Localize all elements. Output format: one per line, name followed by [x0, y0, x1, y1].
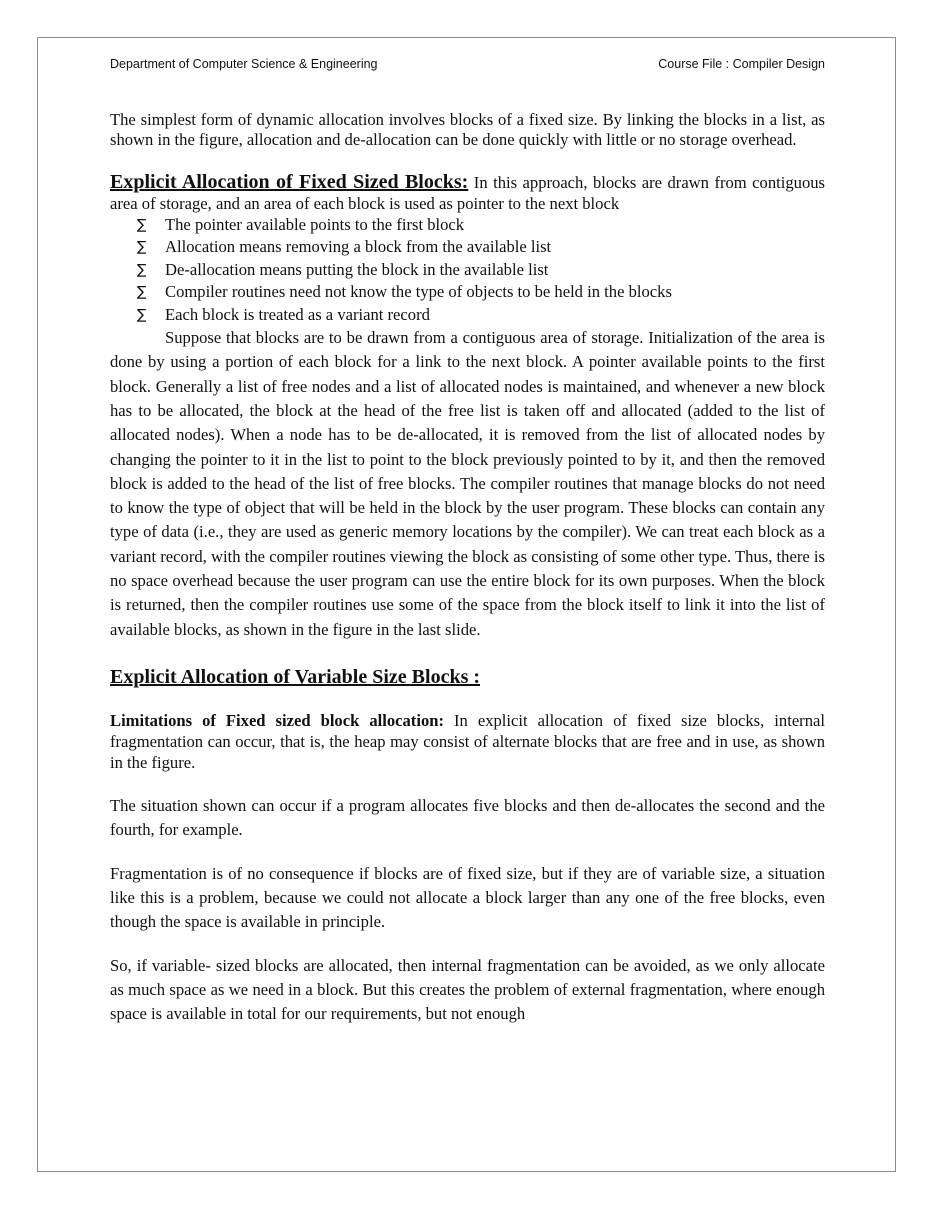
limitations-text: In explicit allocation of fixed size blocks, internal fragmentation can occur, that is, the heap may consist of alternate blocks that are free and in use, as shown in the figure.: [110, 710, 825, 772]
variable-sized-paragraph: So, if variable- sized blocks are allocated, then internal fragmentation can be avoided, as we only allocate as much space as we need in a block. But this creates the problem of external fragmentation, where enough space is available in total for our requirements, but not enough: [110, 955, 825, 1023]
sigma-bullet-icon: ∑: [137, 261, 147, 278]
list-item: [137, 304, 825, 326]
fixed-blocks-heading: Explicit Allocation of Fixed Sized Blocks:: [110, 171, 469, 193]
limitations-label: Limitations of Fixed sized block allocation:: [110, 710, 444, 730]
bullet-text: Compiler routines need not know the type of objects to be held in the blocks: [165, 282, 672, 302]
bullet-text: Allocation means removing a block from the available list: [165, 237, 552, 257]
intro-paragraph: The simplest form of dynamic allocation involves blocks of a fixed size. By linking the blocks in a list, as shown in the figure, allocation and de-allocation can be done quickly with little or no storage overhead.: [110, 110, 825, 149]
bullet-text: Each block is treated as a variant record: [165, 304, 430, 324]
limitations-paragraph: [110, 710, 825, 773]
sigma-bullet-icon: ∑: [137, 284, 147, 301]
sigma-bullet-icon: ∑: [137, 217, 147, 233]
fixed-blocks-paragraph: Suppose that blocks are to be drawn from a contiguous area of storage. Initialization of the area is done by using a portion of each block for a link to the next block. A pointer available points to the first block. Generally a list of free nodes and a list of allocated nodes is maintained, and whenever a new block has to be allocated, the block at the head of the free list is taken off and allocated (added to the list of allocated nodes). When a node has to be de-allocated, it is removed from the list of allocated nodes by changing the pointer to it in the list to point to the block previously pointed to by it, and then the removed block is added to the head of the list of free blocks. The compiler routines that manage blocks do not need to know the type of object that will be held in the block by the user program. These blocks can contain any type of data (i.e., they are used as generic memory locations by the compiler). We can treat each block as a variant record, with the compiler routines viewing the block as consisting of some other type. Thus, there is no space overhead because the user program can use the entire block for its own purposes. When the block is returned, then the compiler routines use some of the space from the block itself to link it into the list of available blocks, as shown in the figure in the last slide.: [110, 328, 825, 639]
bullet-text: De-allocation means putting the block in the available list: [165, 259, 549, 279]
list-item: [137, 236, 825, 258]
variable-blocks-heading: Explicit Allocation of Variable Size Blocks :: [110, 665, 481, 688]
list-item: [137, 259, 825, 281]
fixed-blocks-intro: [110, 172, 825, 214]
bullet-text: The pointer available points to the first block: [165, 215, 465, 234]
fixed-blocks-text: In this approach, blocks are drawn from contiguous area of storage, and an area of each block is used as pointer to the next block: [110, 173, 825, 213]
situation-paragraph: The situation shown can occur if a program allocates five blocks and then de-allocates the second and the fourth, for example.: [110, 795, 825, 839]
sigma-bullet-icon: ∑: [137, 239, 147, 256]
document-body: [110, 110, 825, 1026]
sigma-bullet-icon: ∑: [137, 306, 147, 323]
header-course-file: Course File : Compiler Design: [658, 57, 825, 71]
fragmentation-paragraph: Fragmentation is of no consequence if blocks are of fixed size, but if they are of variable size, a situation like this is a problem, because we could not allocate a block larger than any one of the free blocks, even though the space is available in principle.: [110, 863, 825, 931]
fixed-blocks-bullet-list: [110, 214, 825, 326]
header-department: Department of Computer Science & Engineering: [110, 57, 378, 71]
list-item: [137, 214, 825, 236]
list-item: [137, 281, 825, 303]
